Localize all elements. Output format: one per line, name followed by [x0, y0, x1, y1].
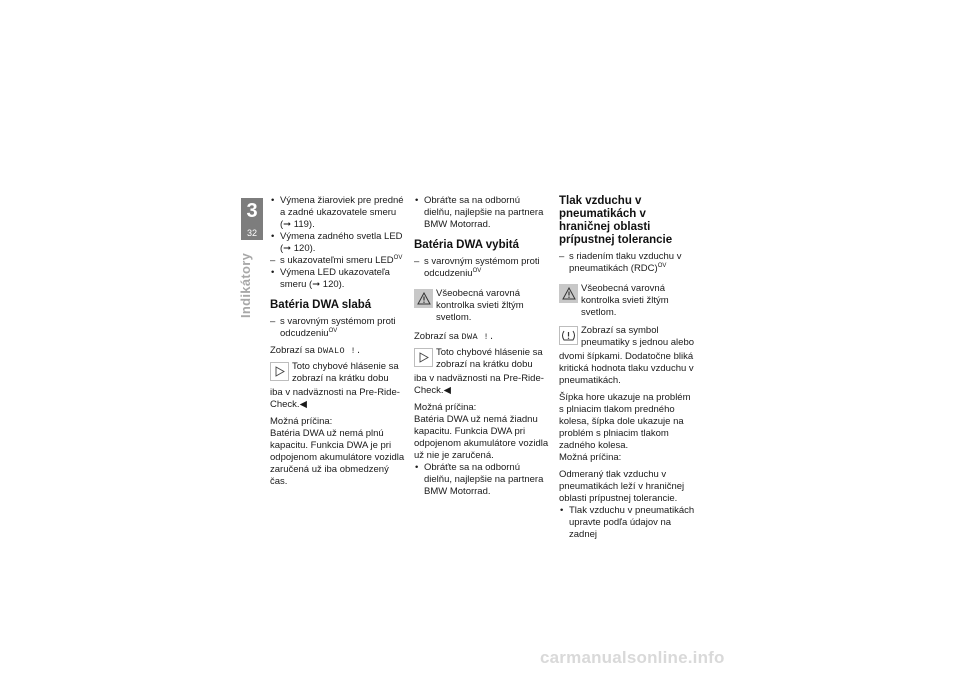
info-continuation: iba v nadväznosti na Pre-Ride-Check.◀: [270, 387, 400, 410]
section-heading: Batéria DWA slabá: [270, 299, 372, 311]
section-heading: Tlak vzduchu v pneumatikách v hraničnej oblasti prípustnej tolerancie: [559, 195, 673, 246]
cause-text: Batéria DWA už nemá plnú kapacitu. Funkcia DWA je pri odpojenom akumulátore vozidla zaručená už iba obmedzený čas.: [270, 428, 405, 487]
condition-item: – s riadením tlaku vzduchu v pneumatikách (RDC)$^{OV}$: [559, 251, 695, 275]
tire-pressure-icon: [559, 326, 578, 345]
column-1: [270, 195, 406, 488]
section-label: Indikátory: [238, 252, 253, 318]
list-item: • Obráťte sa na odbornú dielňu, najlepšie na partnera BMW Motorrad.: [414, 462, 550, 498]
chapter-number: 3: [246, 200, 258, 222]
symbol-text: Zobrazí sa symbol pneumatiky s jednou alebo: [581, 325, 695, 348]
info-text: Toto chybové hlásenie sa zobrazí na krátku dobu: [436, 347, 543, 370]
info-text: Toto chybové hlásenie sa zobrazí na krátku dobu: [292, 361, 399, 384]
play-triangle-icon: [414, 348, 433, 367]
warning-row: [414, 288, 550, 324]
info-row: [414, 347, 550, 371]
list-item: • Výmena LED ukazovateľa smeru (➞ 120).: [270, 267, 406, 291]
column-2: [414, 195, 550, 498]
page-number: 32: [246, 228, 257, 238]
watermark: carmanualsonline.info: [540, 648, 725, 667]
column-3: [559, 195, 695, 541]
section-heading: Batéria DWA vybitá: [414, 239, 520, 251]
list-item: • Obráťte sa na odbornú dielňu, najlepšie na partnera BMW Motorrad.: [414, 195, 550, 231]
symbol-continuation: dvomi šípkami. Dodatočne bliká kritická hodnota tlaku vzduchu v pneumatikách.: [559, 351, 694, 386]
display-line: Zobrazí sa DWALO !.: [270, 345, 362, 356]
condition-item: – s varovným systémom proti odcudzeniu$^{OV}$: [414, 256, 550, 280]
cause-text: Odmeraný tlak vzduchu v pneumatikách leží v hraničnej oblasti prípustnej tolerancie.: [559, 469, 685, 504]
warning-text: Všeobecná varovná kontrolka svieti žltým svetlom.: [436, 288, 524, 323]
arrow-explanation: Šípka hore ukazuje na problém s plniacim tlakom predného kolesa, šípka dole ukazuje na problém s plniacim tlakom zadného kolesa.: [559, 392, 691, 451]
condition-item: – s varovným systémom proti odcudzeniu$^{OV}$: [270, 316, 406, 340]
cause-title: Možná príčina:: [270, 416, 333, 427]
warning-row: [559, 283, 695, 319]
play-triangle-icon: [270, 362, 289, 381]
cause-text: Batéria DWA už nemá žiadnu kapacitu. Funkcia DWA pri odpojenom akumulátore vozidla už nie je zaručená.: [414, 414, 549, 461]
info-continuation: iba v nadväznosti na Pre-Ride-Check.◀: [414, 373, 544, 396]
cause-title: Možná príčina:: [559, 452, 622, 463]
display-line: Zobrazí sa DWA !.: [414, 331, 495, 342]
symbol-row: [559, 325, 695, 349]
warning-triangle-icon: [559, 284, 578, 303]
warning-text: Všeobecná varovná kontrolka svieti žltým svetlom.: [581, 283, 669, 318]
display-code: DWA !.: [461, 332, 495, 342]
list-item: • Tlak vzduchu v pneumatikách upravte podľa údajov na zadnej: [559, 505, 695, 541]
display-code: DWALO !.: [317, 346, 362, 356]
info-row: [270, 361, 406, 385]
cause-title: Možná príčina:: [414, 402, 477, 413]
list-item: • Výmena zadného svetla LED (➞ 120).: [270, 231, 406, 255]
condition-item: – s ukazovateľmi smeru $LED^{OV}$: [270, 255, 406, 267]
warning-triangle-icon: [414, 289, 433, 308]
list-item: • Výmena žiaroviek pre predné a zadné ukazovatele smeru (➞ 119).: [270, 195, 406, 231]
